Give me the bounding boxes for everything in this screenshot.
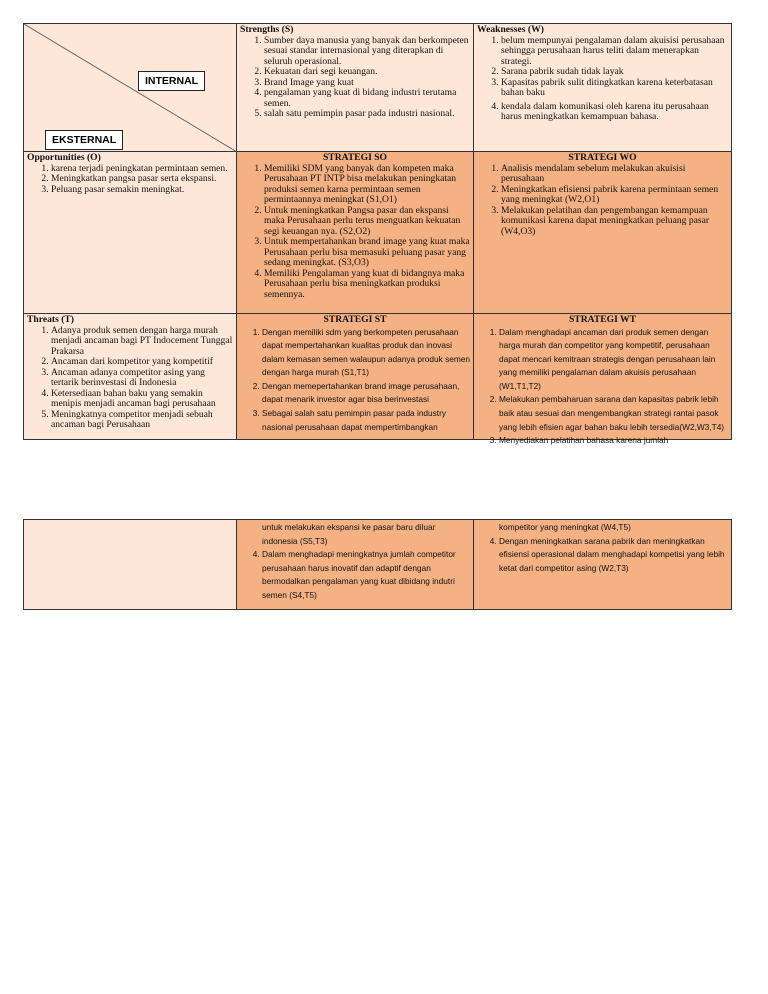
- strengths-cell: [237, 24, 474, 152]
- threats-list: [27, 326, 233, 431]
- list-item: 4. pengalaman yang kuat di bidang industri terutama semen.: [264, 88, 470, 109]
- list-item: 3. Peluang pasar semakin meningkat.: [51, 185, 233, 196]
- list-item: 5. salah satu pemimpin pasar pada industri nasional.: [264, 109, 470, 120]
- list-item: 1. karena terjadi peningkatan permintaan semen.: [51, 164, 233, 175]
- list-item: 4. kendala dalam komunikasi oleh karena itu perusahaan harus meningkatkan kemampuan bahasa.: [501, 102, 728, 123]
- strategy-wo-title: STRATEGI WO: [568, 152, 637, 163]
- list-item: 3. Melakukan pelatihan dan pengembangan kemampuan komunikasi karena dapat meningkatkan peluang pasar (W4,O3): [501, 206, 728, 238]
- list-item: 3. Kapasitas pabrik sulit ditingkatkan karena keterbatasan bahan baku: [501, 78, 728, 99]
- weaknesses-title: Weaknesses (W): [477, 24, 544, 35]
- internal-label: INTERNAL: [138, 71, 205, 91]
- opportunities-title: Opportunities (O): [27, 152, 101, 163]
- threats-cell: [24, 314, 237, 440]
- strategy-so-cell: [237, 152, 474, 314]
- list-item: 4. Memiliki Pengalaman yang kuat di bidangnya maka Perusahaan perlu bisa meningkatkan produksi semennya.: [264, 269, 470, 301]
- strengths-title: Strengths (S): [240, 24, 294, 35]
- list-item: 3. Untuk mempertahankan brand image yang kuat maka Perusahaan perlu bisa memasuki peluang pasar yang sedang meningkat. (S3,O3): [264, 237, 470, 269]
- strengths-list: [240, 36, 470, 120]
- strategy-so-title: STRATEGI SO: [322, 152, 388, 163]
- swot-matrix: [23, 23, 732, 446]
- strategy-wo-cell: [474, 152, 732, 314]
- list-item: 2. Sarana pabrik sudah tidak layak: [501, 67, 728, 78]
- strategy-st-list: [240, 326, 470, 435]
- list-item: 2. Melakukan pembaharuan sarana dan kapasitas pabrik lebih baik atau sesuai dan mengembangkan strategi rantai pasok yang lebih efisien agar bahan baku lebih tersedia(W2,W3,T4): [499, 393, 728, 434]
- list-item: 5. Meningkatnya competitor menjadi sebuah ancaman bagi Perusahaan: [51, 410, 233, 431]
- list-item: 2. Dengan memepertahankan brand image perusahaan, dapat menarik investor agar bisa berinvestasi: [262, 380, 470, 407]
- strategy-wt-list-continued: [477, 535, 728, 576]
- opportunities-cell: [24, 152, 237, 314]
- strategy-st-list-continued: [240, 548, 470, 602]
- list-item: 3. Sebagai salah satu pemimpin pasar pada industry nasional perusahaan dapat mempertimbangkan: [262, 407, 470, 434]
- weaknesses-list: [477, 36, 728, 123]
- external-label: EKSTERNAL: [45, 130, 123, 150]
- list-item: 1. Analisis mendalam sebelum melakukan akuisisi perusahaan: [501, 164, 728, 185]
- list-item: 2. Meningkatkan pangsa pasar serta ekspansi.: [51, 174, 233, 185]
- strategy-wt-cell-continued: [474, 520, 732, 610]
- list-item: 2. Untuk meningkatkan Pangsa pasar dan ekspansi maka Perusahaan perlu terus menguatkan kekuatan segi keuangan nya. (S2,O2): [264, 206, 470, 238]
- strategy-st-cell-continued: [237, 520, 474, 610]
- threats-title: Threats (T): [27, 314, 74, 325]
- weaknesses-cell: [474, 24, 732, 152]
- list-item: 1. Dalam menghadapi ancaman dari produk semen dengan harga murah dan competitor yang kompetitif, perusahaan dapat mencari kemitraan strategis dengan perusahaan lain yang memiliki pengalaman dalam akuisis perusahaan (W1,T1,T2): [499, 326, 728, 394]
- strategy-wo-list: [477, 164, 728, 238]
- st-continued-text: untuk melakukan ekspansi ke pasar baru diluar indonesia (S5,T3): [262, 522, 436, 546]
- strategy-so-list: [240, 164, 470, 301]
- strategy-st-cell: [237, 314, 474, 440]
- wt-continued-text: kompetitor yang meningkat (W4,T5): [499, 522, 631, 532]
- list-item: 1. Adanya produk semen dengan harga murah menjadi ancaman bagi PT Indocement Tunggal Prakarsa: [51, 326, 233, 358]
- strategy-st-title: STRATEGI ST: [323, 314, 387, 325]
- list-item: 1. Sumber daya manusia yang banyak dan berkompeten sesuai standar internasional yang diterapkan di seluruh operasional.: [264, 36, 470, 68]
- strategy-wt-title: STRATEGI WT: [568, 314, 637, 325]
- matrix-corner-cell: [24, 24, 237, 152]
- list-item: 3. Ancaman adanya competitor asing yang tertarik berinvestasi di Indonesia: [51, 368, 233, 389]
- list-item: 4. Dengan meningkatkan sarana pabrik dan meningkatkan efisiensi operasional dalam menghadapi kompetisi yang lebih ketat dari competitor asing (W2,T3): [499, 535, 728, 576]
- list-item: 4. Ketersediaan bahan baku yang semakin menipis menjadi ancaman bagi perusahaan: [51, 389, 233, 410]
- list-item: 1. Dengan memiliki sdm yang berkompeten perusahaan dapat mempertahankan kualitas produk dan inovasi dalam kemasan semen walaupun adanya produk semen dengan harga murah (S1,T1): [262, 326, 470, 380]
- list-item: 3. Brand Image yang kuat: [264, 78, 470, 89]
- list-item: 1. Memiliki SDM yang banyak dan kompeten maka Perusahaan PT INTP bisa melakukan peningkatan produksi semen karna permintaan semen permintaannya meningkat (S1,O1): [264, 164, 470, 206]
- list-item: 2. Meningkatkan efisiensi pabrik karena permintaan semen yang meningkat (W2,O1): [501, 185, 728, 206]
- list-item: 2. Ancaman dari kompetitor yang kompetitif: [51, 357, 233, 368]
- opportunities-list: [27, 164, 233, 196]
- swot-matrix-continuation: [23, 519, 732, 610]
- list-item: 3. Menyediakan pelatihan bahasa karena jumlah: [499, 434, 728, 448]
- strategy-wt-list: [477, 326, 728, 448]
- list-item: 4. Dalam menghadapi meningkatnya jumlah competitor perusahaan harus inovatif dan adaptif dengan bermodalkan pengalaman yang kuat dibidang indutri semen (S4,T5): [262, 548, 470, 602]
- strategy-wt-cell: [474, 314, 732, 446]
- threats-cell-continued: [24, 520, 237, 610]
- list-item: 2. Kekuatan dari segi keuangan.: [264, 67, 470, 78]
- list-item: 1. belum mempunyai pengalaman dalam akuisisi perusahaan sehingga perusahaan harus teliti dalam menerapkan strategi.: [501, 36, 728, 68]
